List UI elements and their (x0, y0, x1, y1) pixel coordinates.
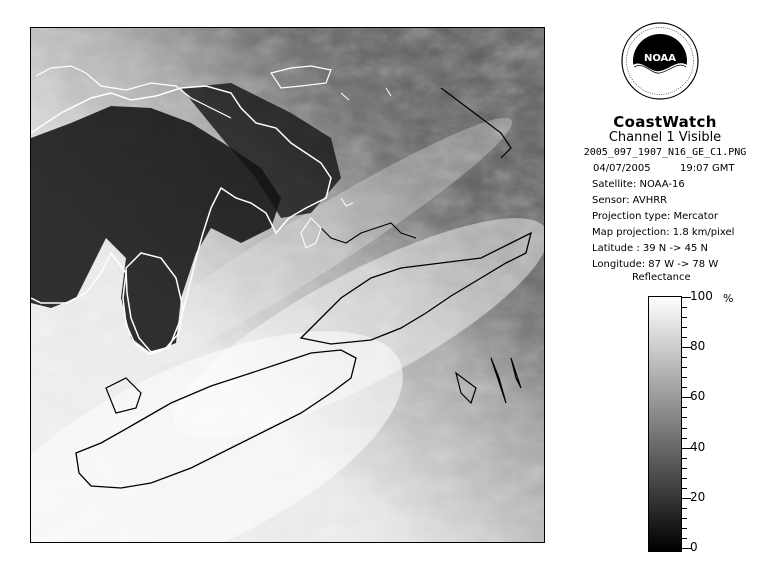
satellite-label: Satellite: NOAA-16 (592, 179, 685, 190)
colorbar-tick-mark (681, 438, 687, 439)
colorbar-tick-mark (681, 417, 687, 418)
image-filename: 2005_097_1907_N16_GE_C1.PNG (583, 147, 747, 158)
colorbar-tick-label: 80 (690, 339, 706, 353)
colorbar-tick-mark (681, 387, 687, 388)
colorbar-tick-mark (681, 538, 687, 539)
colorbar-title: Reflectance (632, 272, 691, 283)
colorbar-tick-mark (681, 478, 687, 479)
logo-agency-label: NOAA (643, 53, 677, 64)
colorbar-tick-mark (681, 468, 687, 469)
colorbar-tick-mark (681, 327, 687, 328)
colorbar-tick-mark (681, 357, 687, 358)
colorbar-tick-label: 100 (690, 289, 713, 303)
colorbar-tick-mark (681, 508, 687, 509)
colorbar-tick-mark (681, 337, 687, 338)
colorbar-tick-label: 60 (690, 389, 706, 403)
colorbar-tick-mark (681, 307, 687, 308)
sensor-label: Sensor: AVHRR (592, 195, 668, 206)
colorbar-tick-label: 40 (690, 440, 706, 454)
colorbar-tick-mark (681, 458, 687, 459)
colorbar-tick-mark (681, 488, 687, 489)
noaa-logo-icon (620, 21, 700, 101)
app-title: CoastWatch (613, 113, 717, 131)
satellite-image-map[interactable] (30, 27, 545, 543)
acquisition-date: 04/07/2005 (593, 163, 651, 174)
colorbar-unit: % (723, 292, 734, 305)
longitude-label: Longitude: 87 W -> 78 W (592, 259, 719, 270)
channel-label: Channel 1 Visible (608, 130, 722, 145)
colorbar-tick-label: 0 (690, 540, 698, 554)
colorbar-tick-mark (681, 407, 687, 408)
acquisition-time: 19:07 GMT (680, 163, 735, 174)
colorbar-tick-mark (681, 518, 687, 519)
projection-type-label: Projection type: Mercator (592, 211, 718, 222)
colorbar-tick-mark (681, 377, 687, 378)
satellite-imagery (31, 28, 544, 542)
colorbar-tick-mark (681, 367, 687, 368)
reflectance-colorbar (648, 296, 682, 552)
map-projection-label: Map projection: 1.8 km/pixel (592, 227, 735, 238)
latitude-label: Latitude : 39 N -> 45 N (592, 243, 708, 254)
colorbar-tick-label: 20 (690, 490, 706, 504)
colorbar-tick-mark (681, 317, 687, 318)
colorbar-tick-mark (681, 528, 687, 529)
colorbar-tick-mark (681, 428, 687, 429)
